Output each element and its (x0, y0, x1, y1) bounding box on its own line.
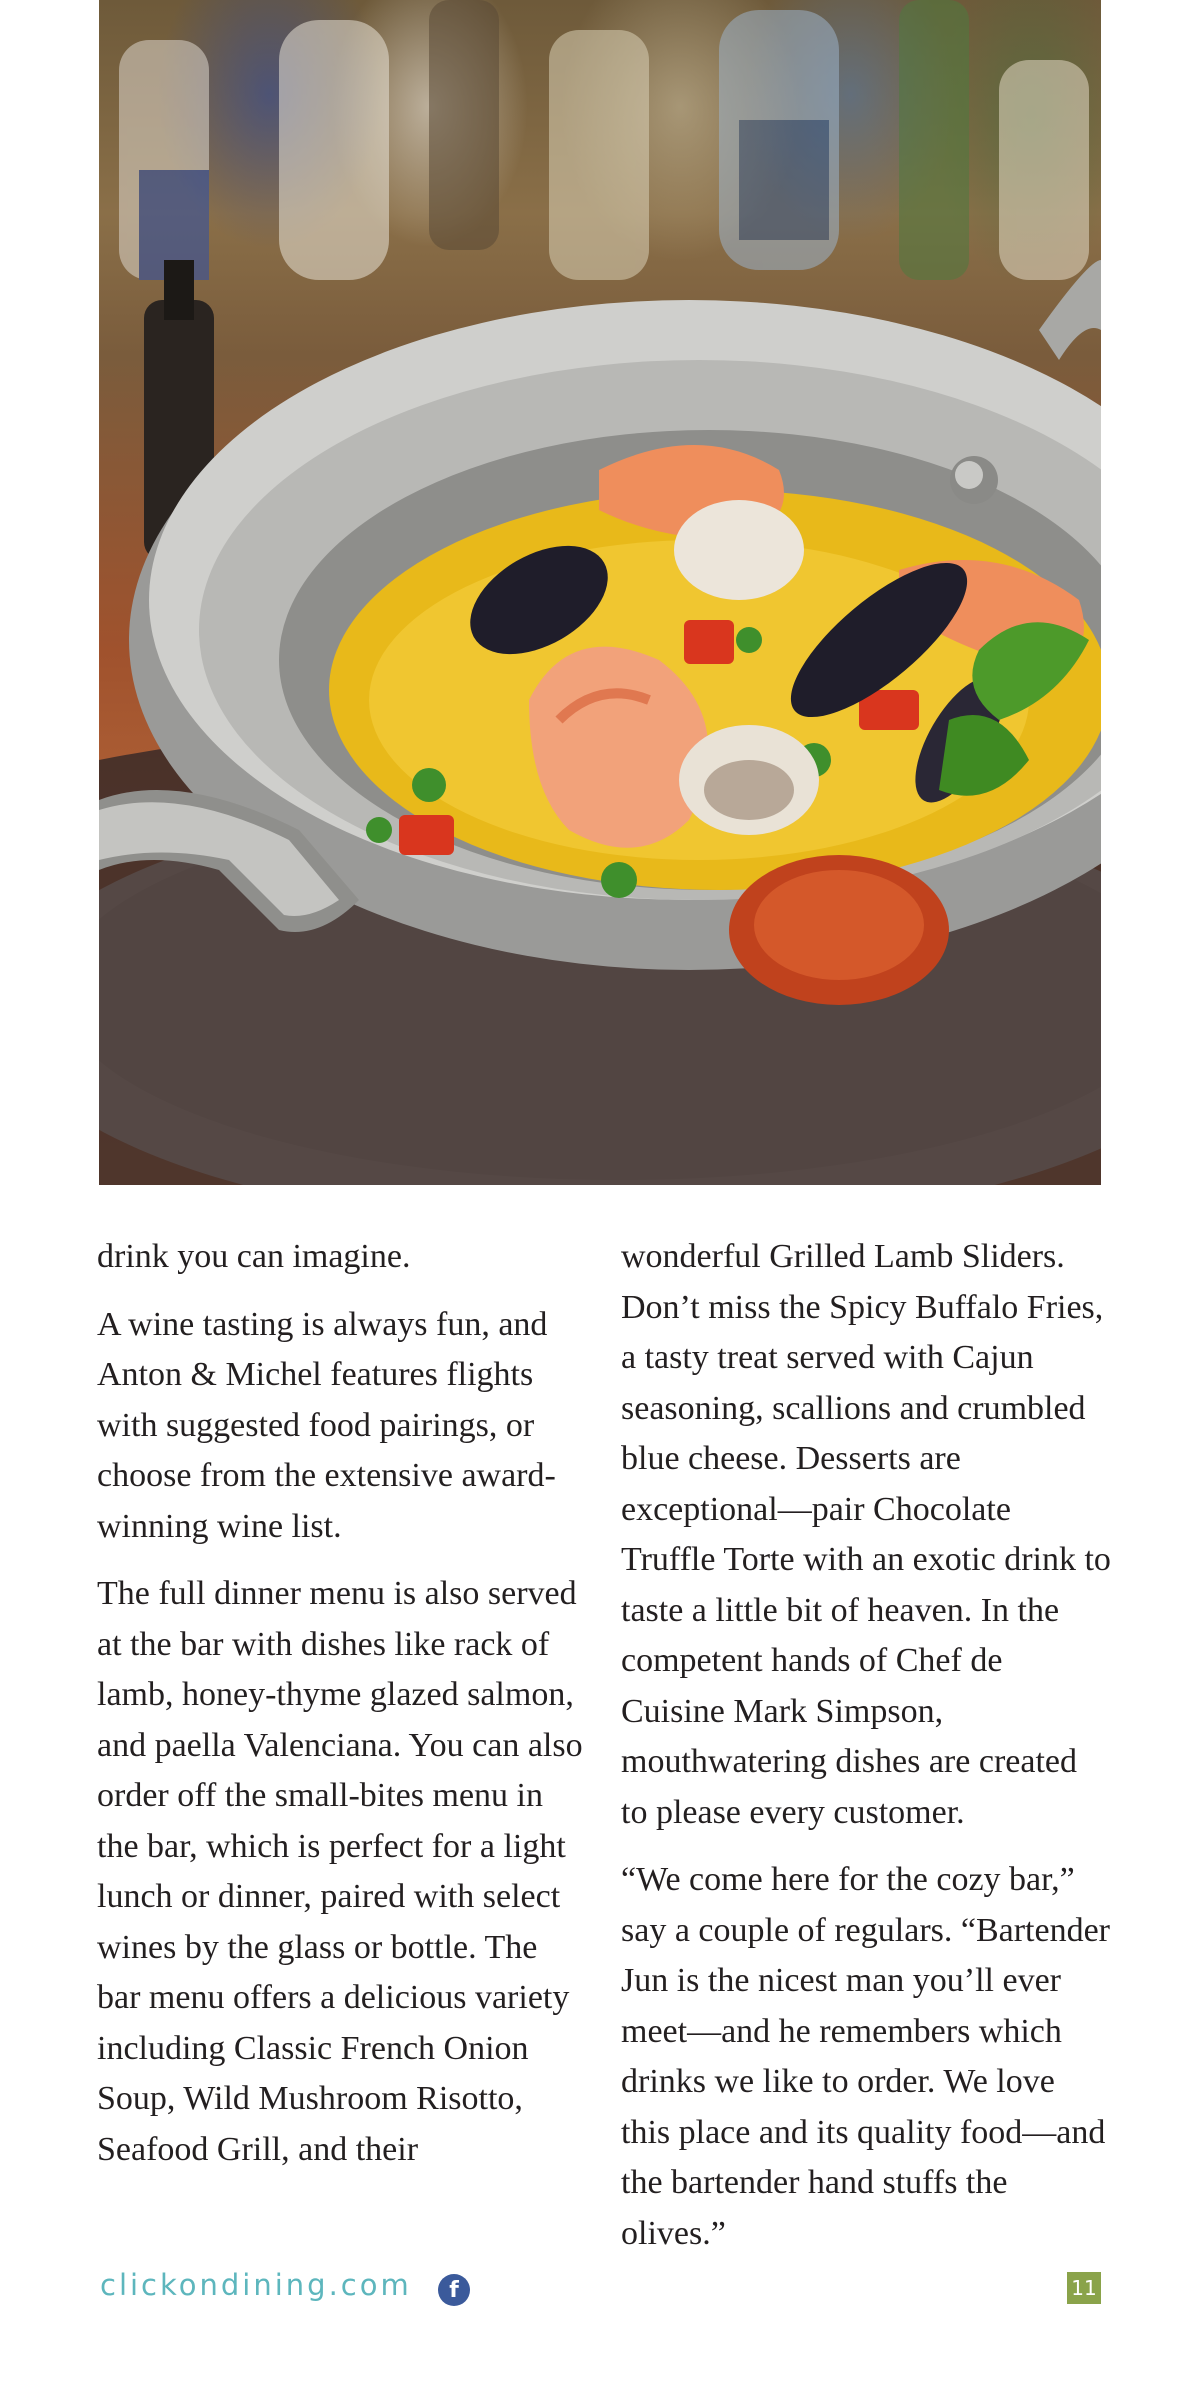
paella-illustration (99, 0, 1101, 1185)
facebook-icon[interactable]: f (438, 2274, 470, 2306)
paragraph-dinner-menu: The full dinner menu is also served at the bar with dishes like rack of lamb, honey-thyme glazed salmon, and paella Valenciana. You can also order off the small-bites menu in the bar, which is perfect for a light lunch or dinner, paired with select wines by the glass or bottle. The bar menu offers a delicious variety including Classic French Onion Soup, Wild Mushroom Risotto, Seafood Grill, and their (97, 1575, 583, 2168)
paragraph-regulars-quote: “We come here for the cozy bar,” say a couple of regulars. “Bartender Jun is the nicest man you’ll ever meet—and he remembers which drinks we like to order. We love this place and its quality food—and the bartender hand stuffs the olives.” (621, 1861, 1110, 2252)
paragraph-lamb-sliders: wonderful Grilled Lamb Sliders. Don’t miss the Spicy Buffalo Fries, a tasty treat served with Cajun seasoning, scallions and crumbled blue cheese. Desserts are exceptional—pair Chocolate Truffle Torte with an exotic drink to taste a little bit of heaven. In the competent hands of Chef de Cuisine Mark Simpson, mouthwatering dishes are created to please every customer. (621, 1238, 1111, 1831)
site-link[interactable]: clickondining.com (100, 2268, 412, 2302)
paella-photo (99, 0, 1101, 1185)
paragraph-wine-tasting: A wine tasting is always fun, and Anton & Michel features flights with suggested food pairings, or choose from the extensive award-winning wine list. (97, 1305, 556, 1545)
paragraph-drink: drink you can imagine. (97, 1238, 411, 1275)
article-right-column (621, 1232, 1111, 2276)
article-left-column (97, 1232, 587, 2192)
page-number-badge: 11 (1067, 2272, 1101, 2304)
